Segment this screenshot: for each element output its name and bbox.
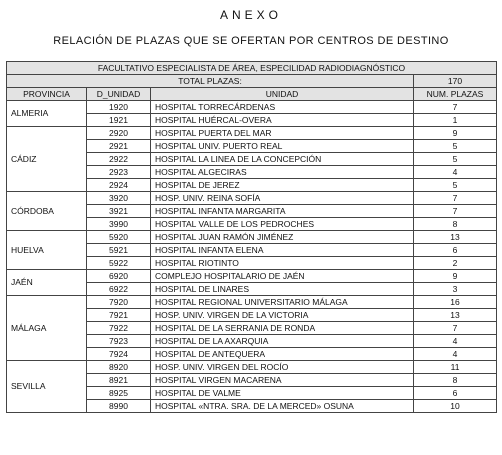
unidad-cell: HOSPITAL DE JEREZ [151, 179, 414, 192]
num-plazas-cell: 16 [414, 296, 497, 309]
d-unidad-cell: 1920 [87, 101, 151, 114]
num-plazas-cell: 10 [414, 400, 497, 413]
total-plazas-label: TOTAL PLAZAS: [7, 75, 414, 88]
unidad-cell: HOSPITAL PUERTA DEL MAR [151, 127, 414, 140]
unidad-cell: HOSPITAL DE LA SERRANIA DE RONDA [151, 322, 414, 335]
unidad-cell: HOSPITAL ALGECIRAS [151, 166, 414, 179]
provincia-cell: HUELVA [7, 231, 87, 270]
table-row [7, 361, 497, 374]
table-body [7, 101, 497, 413]
num-plazas-cell: 8 [414, 218, 497, 231]
num-plazas-cell: 8 [414, 374, 497, 387]
d-unidad-cell: 8925 [87, 387, 151, 400]
unidad-cell: HOSPITAL VIRGEN MACARENA [151, 374, 414, 387]
column-header-d-unidad: D_UNIDAD [87, 88, 151, 101]
column-header-num-plazas: NUM. PLAZAS [414, 88, 497, 101]
num-plazas-cell: 2 [414, 257, 497, 270]
num-plazas-cell: 7 [414, 205, 497, 218]
d-unidad-cell: 5921 [87, 244, 151, 257]
d-unidad-cell: 8920 [87, 361, 151, 374]
provincia-cell: CÁDIZ [7, 127, 87, 192]
d-unidad-cell: 8990 [87, 400, 151, 413]
unidad-cell: HOSPITAL INFANTA ELENA [151, 244, 414, 257]
column-header-unidad: UNIDAD [151, 88, 414, 101]
num-plazas-cell: 5 [414, 179, 497, 192]
unidad-cell: HOSP. UNIV. VIRGEN DEL ROCÍO [151, 361, 414, 374]
num-plazas-cell: 4 [414, 335, 497, 348]
num-plazas-cell: 5 [414, 140, 497, 153]
d-unidad-cell: 3990 [87, 218, 151, 231]
num-plazas-cell: 4 [414, 166, 497, 179]
d-unidad-cell: 2922 [87, 153, 151, 166]
d-unidad-cell: 2921 [87, 140, 151, 153]
d-unidad-cell: 5922 [87, 257, 151, 270]
unidad-cell: HOSPITAL VALLE DE LOS PEDROCHES [151, 218, 414, 231]
num-plazas-cell: 13 [414, 231, 497, 244]
unidad-cell: HOSPITAL HUÉRCAL-OVERA [151, 114, 414, 127]
unidad-cell: HOSPITAL INFANTA MARGARITA [151, 205, 414, 218]
d-unidad-cell: 5920 [87, 231, 151, 244]
column-header-provincia: PROVINCIA [7, 88, 87, 101]
d-unidad-cell: 7921 [87, 309, 151, 322]
d-unidad-cell: 7920 [87, 296, 151, 309]
table-row [7, 296, 497, 309]
unidad-cell: HOSPITAL RIOTINTO [151, 257, 414, 270]
unidad-cell: HOSPITAL DE LINARES [151, 283, 414, 296]
d-unidad-cell: 2924 [87, 179, 151, 192]
num-plazas-cell: 9 [414, 127, 497, 140]
plazas-table [6, 61, 497, 413]
provincia-cell: ALMERIA [7, 101, 87, 127]
num-plazas-cell: 13 [414, 309, 497, 322]
page-title: ANEXO [219, 8, 282, 22]
num-plazas-cell: 3 [414, 283, 497, 296]
unidad-cell: HOSP. UNIV. VIRGEN DE LA VICTORIA [151, 309, 414, 322]
table-heading: FACULTATIVO ESPECIALISTA DE ÁREA, ESPECILIDAD RADIODIAGNÓSTICO [7, 62, 497, 75]
unidad-cell: HOSPITAL UNIV. PUERTO REAL [151, 140, 414, 153]
d-unidad-cell: 8921 [87, 374, 151, 387]
num-plazas-cell: 7 [414, 101, 497, 114]
table-row [7, 192, 497, 205]
unidad-cell: HOSPITAL DE VALME [151, 387, 414, 400]
table-row [7, 270, 497, 283]
d-unidad-cell: 6922 [87, 283, 151, 296]
num-plazas-cell: 11 [414, 361, 497, 374]
unidad-cell: HOSPITAL REGIONAL UNIVERSITARIO MÁLAGA [151, 296, 414, 309]
unidad-cell: HOSP. UNIV. REINA SOFÍA [151, 192, 414, 205]
d-unidad-cell: 1921 [87, 114, 151, 127]
unidad-cell: HOSPITAL DE ANTEQUERA [151, 348, 414, 361]
d-unidad-cell: 7924 [87, 348, 151, 361]
d-unidad-cell: 7922 [87, 322, 151, 335]
num-plazas-cell: 6 [414, 244, 497, 257]
d-unidad-cell: 7923 [87, 335, 151, 348]
unidad-cell: HOSPITAL JUAN RAMÓN JIMÉNEZ [151, 231, 414, 244]
provincia-cell: SEVILLA [7, 361, 87, 413]
provincia-cell: MÁLAGA [7, 296, 87, 361]
num-plazas-cell: 7 [414, 322, 497, 335]
page-subtitle: RELACIÓN DE PLAZAS QUE SE OFERTAN POR CENTROS DE DESTINO [53, 35, 449, 47]
num-plazas-cell: 9 [414, 270, 497, 283]
unidad-cell: HOSPITAL DE LA AXARQUIA [151, 335, 414, 348]
unidad-cell: HOSPITAL TORRECÁRDENAS [151, 101, 414, 114]
d-unidad-cell: 2923 [87, 166, 151, 179]
unidad-cell: COMPLEJO HOSPITALARIO DE JAÉN [151, 270, 414, 283]
num-plazas-cell: 7 [414, 192, 497, 205]
unidad-cell: HOSPITAL LA LINEA DE LA CONCEPCIÓN [151, 153, 414, 166]
num-plazas-cell: 1 [414, 114, 497, 127]
provincia-cell: CÓRDOBA [7, 192, 87, 231]
d-unidad-cell: 3920 [87, 192, 151, 205]
d-unidad-cell: 2920 [87, 127, 151, 140]
d-unidad-cell: 3921 [87, 205, 151, 218]
num-plazas-cell: 6 [414, 387, 497, 400]
num-plazas-cell: 4 [414, 348, 497, 361]
table-row [7, 231, 497, 244]
provincia-cell: JAÉN [7, 270, 87, 296]
num-plazas-cell: 5 [414, 153, 497, 166]
total-plazas-value: 170 [414, 75, 497, 88]
table-row [7, 101, 497, 114]
d-unidad-cell: 6920 [87, 270, 151, 283]
unidad-cell: HOSPITAL «NTRA. SRA. DE LA MERCED» OSUNA [151, 400, 414, 413]
table-row [7, 127, 497, 140]
